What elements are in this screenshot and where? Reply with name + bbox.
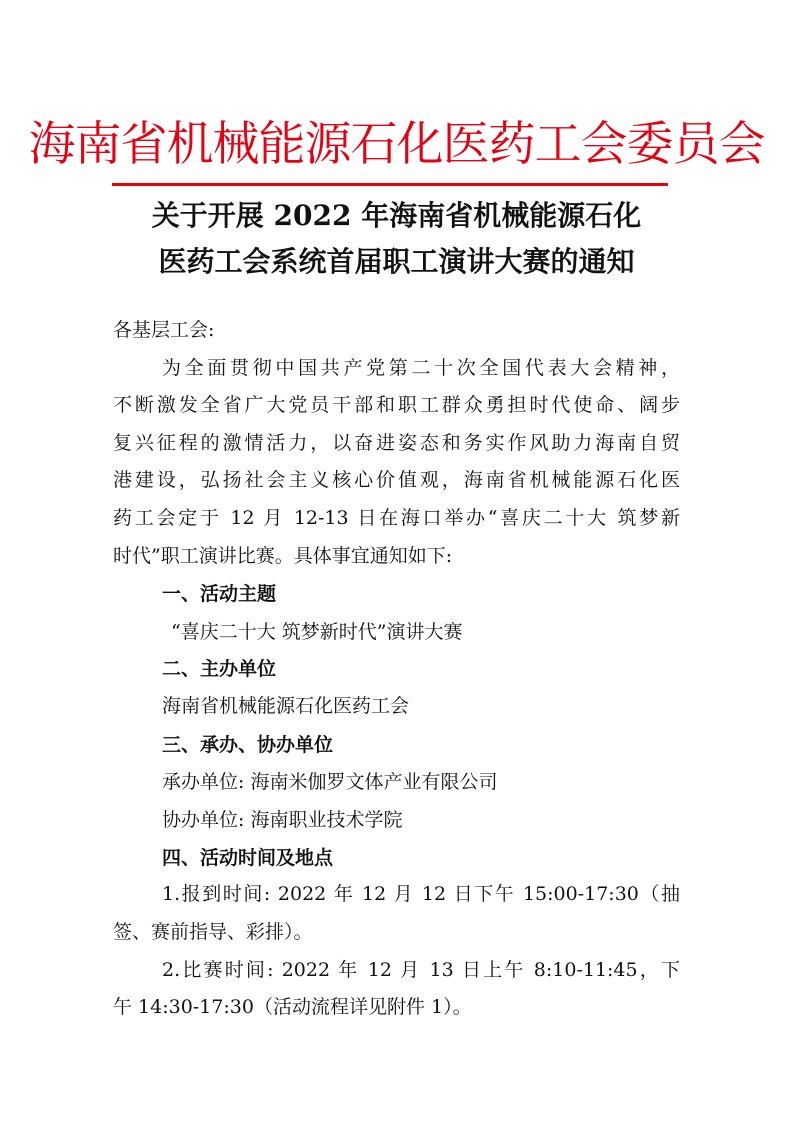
section-heading-time-place: 四、活动时间及地点 xyxy=(162,847,334,869)
schedule-item-competition: 2.比赛时间: 2022 年 12 月 13 日上午 8:10-11:45，下 xyxy=(162,959,680,981)
letterhead-red-rule xyxy=(112,183,668,186)
intro-paragraph-line: 时代”职工演讲比赛。具体事宜通知如下: xyxy=(113,545,453,567)
intro-paragraph-line: 药工会定于 12 月 12-13 日在海口举办“喜庆二十大 筑梦新 xyxy=(113,507,680,529)
notice-title-line-1: 关于开展 2022 年海南省机械能源石化 xyxy=(151,199,642,232)
schedule-item-competition-cont: 午 14:30-17:30（活动流程详见附件 1）。 xyxy=(113,996,472,1018)
schedule-item-registration-cont: 签、赛前指导、彩排）。 xyxy=(113,921,313,943)
intro-paragraph-line: 不断激发全省广大党员干部和职工群众勇担时代使命、阔步 xyxy=(113,394,680,416)
section-heading-theme: 一、活动主题 xyxy=(162,583,277,605)
greeting: 各基层工会: xyxy=(113,319,215,341)
intro-paragraph-line: 为全面贯彻中国共产党第二十次全国代表大会精神， xyxy=(162,357,680,379)
intro-paragraph-line: 港建设，弘扬社会主义核心价值观，海南省机械能源石化医 xyxy=(113,469,680,491)
section-heading-organizer: 二、主办单位 xyxy=(162,658,277,680)
notice-title-line-2: 医药工会系统首届职工演讲大赛的通知 xyxy=(158,245,635,278)
section-text-organizer: 海南省机械能源石化医药工会 xyxy=(162,695,410,717)
schedule-item-registration: 1.报到时间: 2022 年 12 月 12 日下午 15:00-17:30（抽 xyxy=(162,883,680,905)
intro-paragraph-line: 复兴征程的激情活力，以奋进姿态和务实作风助力海南自贸 xyxy=(113,432,680,454)
section-text-co-organizer: 协办单位: 海南职业技术学院 xyxy=(162,809,403,831)
section-heading-co-organizer: 三、承办、协办单位 xyxy=(162,734,334,756)
section-text-theme: “喜庆二十大 筑梦新时代”演讲大赛 xyxy=(171,621,463,643)
section-text-undertaker: 承办单位: 海南米伽罗文体产业有限公司 xyxy=(162,771,498,793)
org-letterhead-title: 海南省机械能源石化医药工会委员会 xyxy=(28,117,765,172)
